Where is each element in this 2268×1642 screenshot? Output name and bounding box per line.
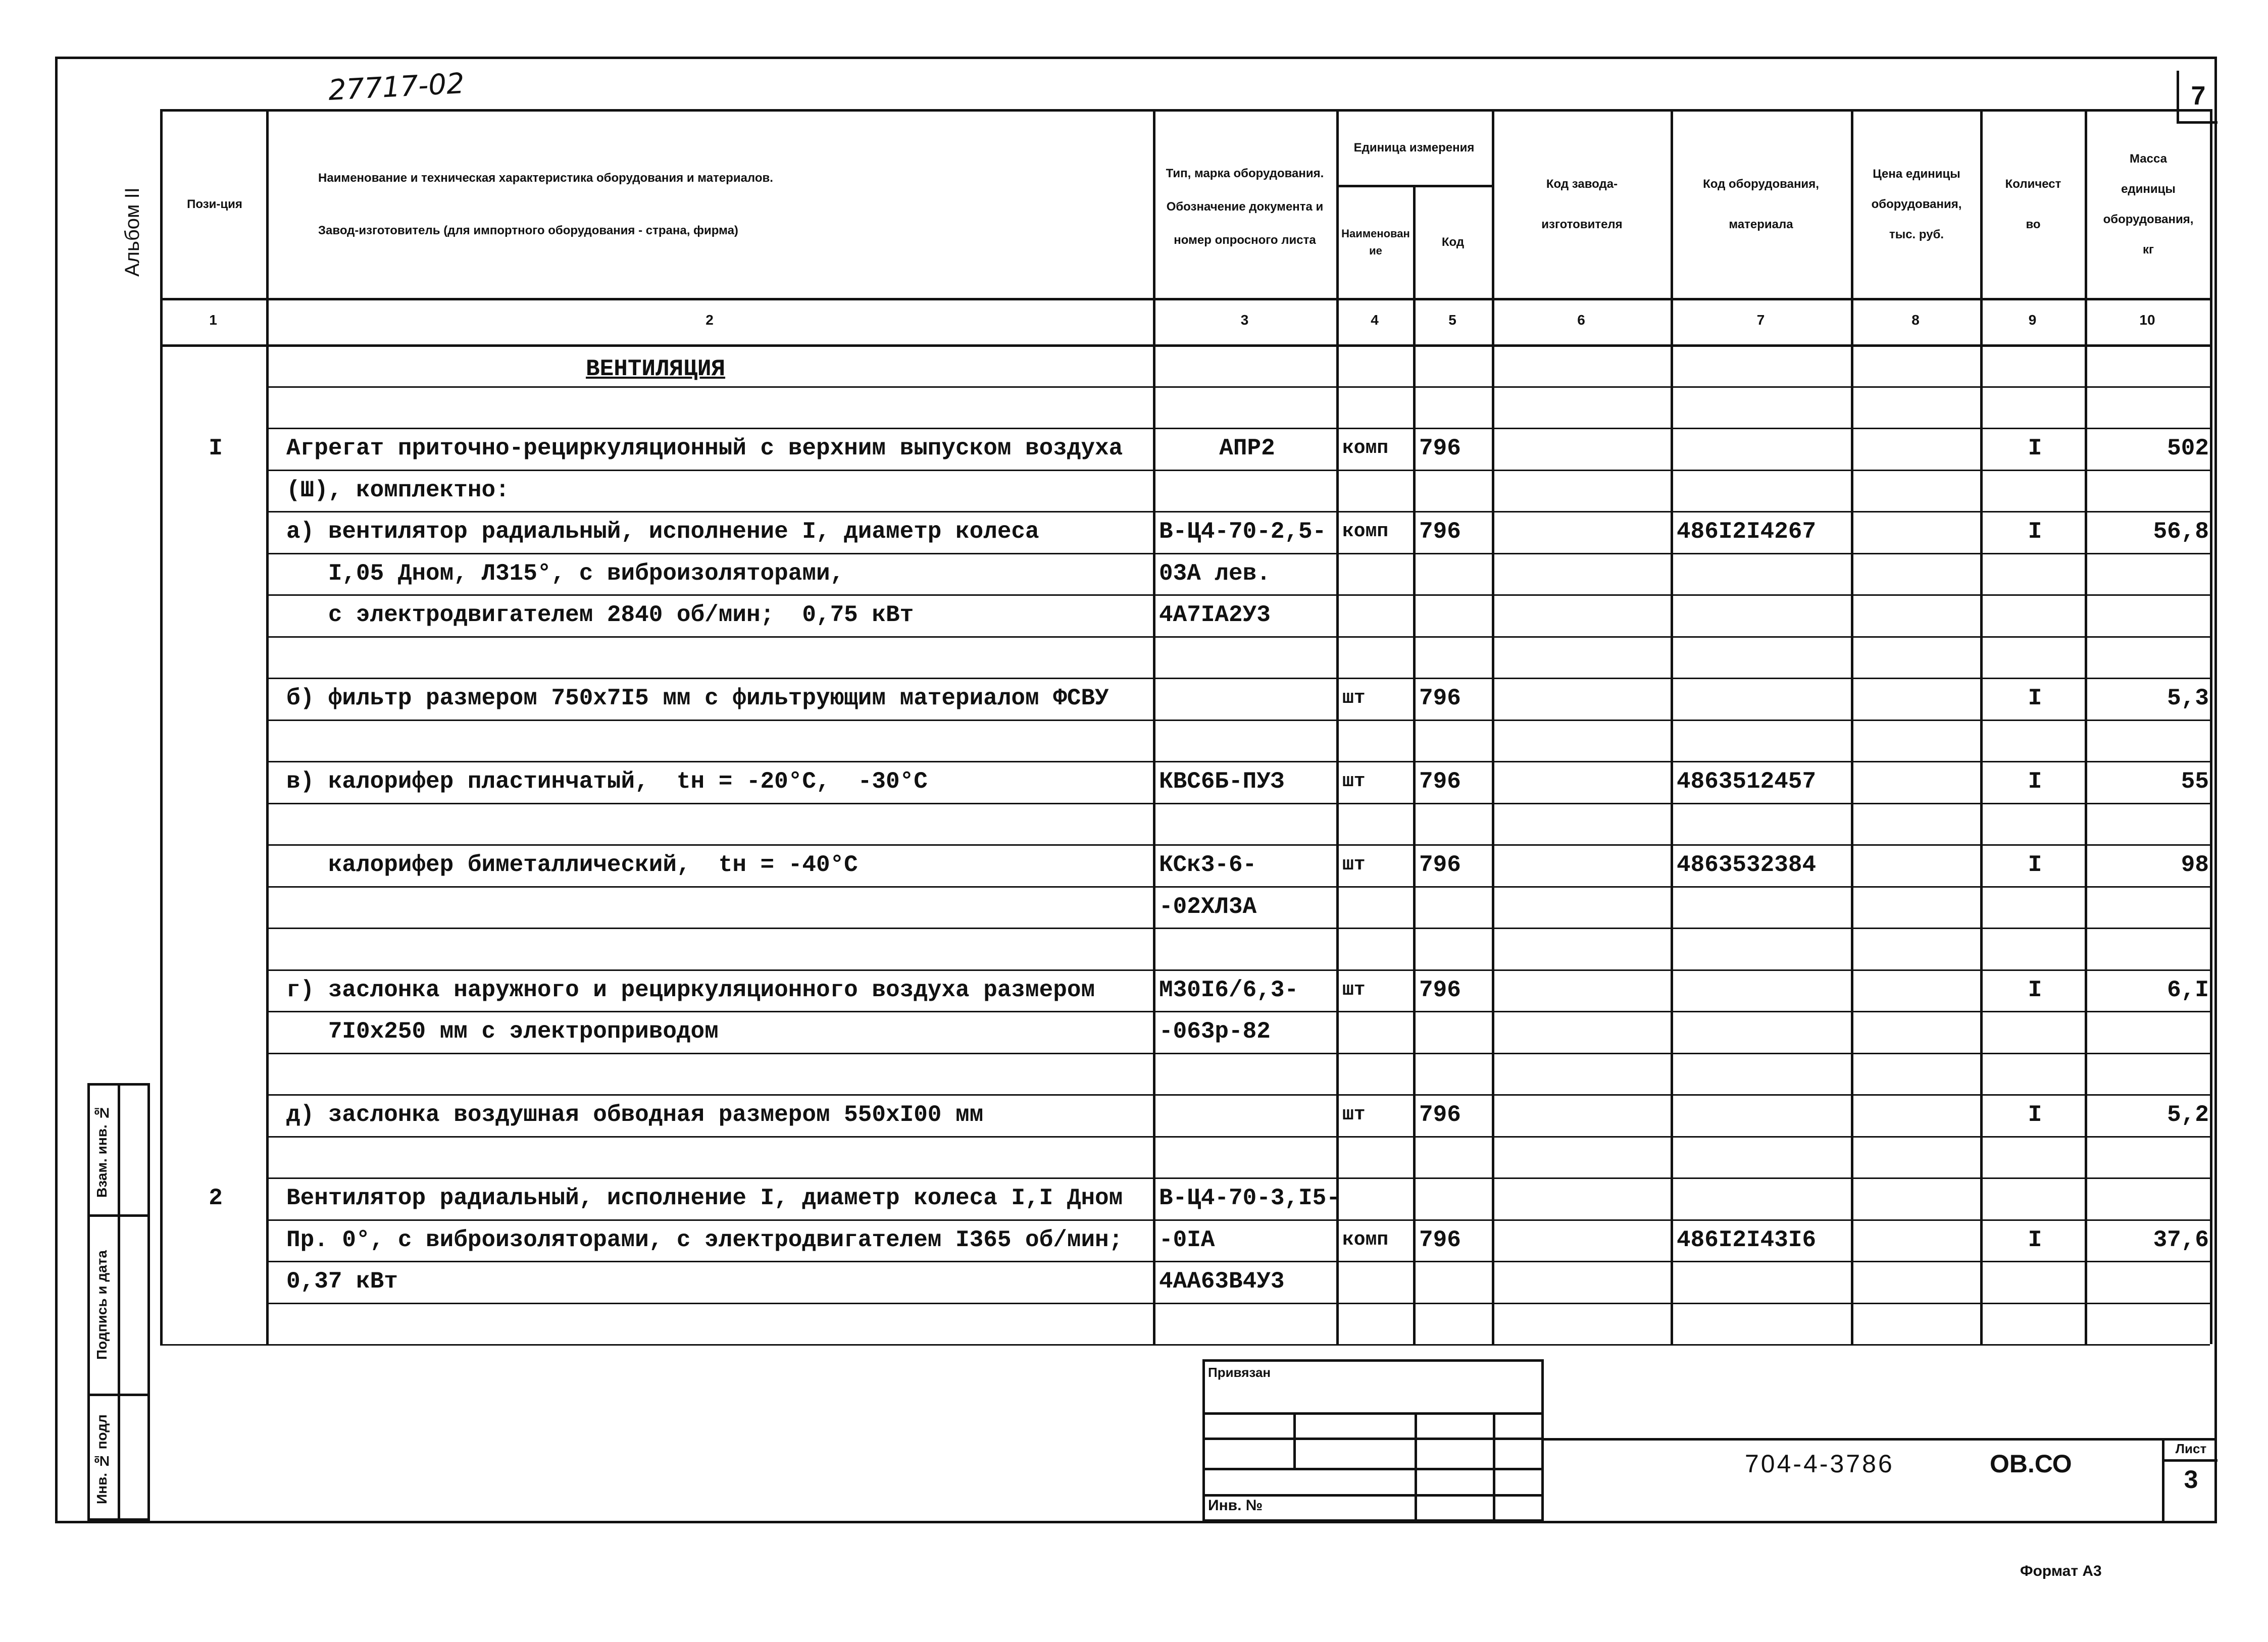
header-type: Тип, марка оборудования. Обозначение документа и номер опросного листа: [1166, 167, 1324, 247]
cell-mass: 37,6: [2153, 1226, 2209, 1253]
cell-name: г) заслонка наружного и рециркуляционного воздуха размером: [286, 977, 1095, 1003]
cell-unit-name: шт: [1342, 1104, 1366, 1125]
format-label: Формат А3: [2020, 1563, 2102, 1579]
cell-mass: 98: [2181, 852, 2209, 878]
cell-quantity: I: [2028, 977, 2042, 1003]
frame-right: [2214, 57, 2217, 1522]
cell-type: КСк3-6-: [1159, 852, 1257, 878]
cell-mass: 6,I: [2167, 977, 2209, 1003]
header-name-line1: Наименование и техническая характеристика оборудования и материалов.: [318, 171, 773, 185]
cell-type: 4А7IА2У3: [1159, 602, 1271, 628]
cell-equipment-code: 4863532384: [1677, 852, 1817, 878]
column-divider: [1413, 185, 1416, 1344]
row-divider: [266, 1136, 2210, 1138]
attached-vline: [1493, 1412, 1495, 1519]
header-unit-code: Код: [1441, 235, 1465, 249]
column-divider: [160, 109, 163, 1344]
cell-name: 7I0х250 мм с электроприводом: [286, 1018, 719, 1045]
row-divider: [266, 1303, 2210, 1304]
stamp-divider: [118, 1086, 120, 1520]
cell-unit-code: 796: [1419, 435, 1461, 461]
column-divider: [1492, 109, 1494, 1344]
row-divider: [266, 928, 2210, 929]
cell-mass: 55: [2181, 768, 2209, 795]
page-number: 7: [2191, 81, 2206, 111]
row-divider: [266, 720, 2210, 721]
header-bottom-border: [160, 298, 2210, 300]
attached-label: Привязан: [1208, 1365, 1271, 1380]
cell-unit-name: шт: [1342, 771, 1366, 792]
cell-unit-code: 796: [1419, 685, 1461, 711]
cell-name: с электродвигателем 2840 об/мин; 0,75 кВт: [286, 602, 914, 628]
frame-top: [55, 57, 2216, 59]
cell-name: а) вентилятор радиальный, исполнение I, диаметр колеса: [286, 519, 1039, 545]
column-number: 6: [1577, 312, 1585, 328]
document-mark: ОВ.СО: [1990, 1450, 2072, 1478]
left-stamp: [87, 1083, 150, 1521]
header-unit-group: Единица измерения: [1353, 141, 1475, 155]
header-factory-code: Код завода-изготовителя: [1541, 177, 1623, 231]
row-divider: [266, 386, 2210, 388]
cell-type: КВС6Б-ПУЗ: [1159, 768, 1285, 795]
cell-unit-code: 796: [1419, 519, 1461, 545]
cell-quantity: I: [2028, 852, 2042, 878]
cell-unit-code: 796: [1419, 768, 1461, 795]
column-divider: [1153, 109, 1155, 1344]
cell-mass: 5,2: [2167, 1102, 2209, 1128]
cell-name: д) заслонка воздушная обводная размером 550хI00 мм: [286, 1102, 984, 1128]
column-number: 8: [1911, 312, 1920, 328]
frame-left: [55, 57, 58, 1522]
column-divider: [266, 109, 269, 1344]
cell-name: б) фильтр размером 750х7I5 мм с фильтрующим материалом ФСВУ: [286, 685, 1109, 711]
handwritten-code: 27717-02: [327, 67, 466, 108]
inv-no-label: Инв. №: [1208, 1497, 1263, 1514]
code-block-top: [1544, 1438, 2215, 1441]
cell-type: 03А лев.: [1159, 560, 1271, 587]
cell-unit-name: шт: [1342, 979, 1366, 1001]
column-number: 3: [1240, 312, 1249, 328]
column-number: 1: [209, 312, 217, 328]
attached-vline: [1415, 1412, 1417, 1519]
header-unit-name: Наименование: [1341, 227, 1410, 257]
header-mass: Масса единицы оборудования, кг: [2103, 152, 2194, 256]
cell-mass: 56,8: [2153, 519, 2209, 545]
attached-vline: [1293, 1412, 1296, 1469]
column-number: 5: [1448, 312, 1456, 328]
cell-unit-name: комп: [1342, 437, 1389, 459]
cell-type: 4АА63В4У3: [1159, 1268, 1285, 1295]
cell-equipment-code: 4863512457: [1677, 768, 1817, 795]
cell-equipment-code: 486I2I4267: [1677, 519, 1817, 545]
header-position: Пози-ция: [187, 197, 242, 211]
cell-type: В-Ц4-70-2,5-: [1159, 519, 1327, 545]
cell-quantity: I: [2028, 435, 2042, 461]
attached-box: [1202, 1359, 1544, 1522]
frame-bottom: [55, 1521, 2217, 1523]
cell-name: (Ш), комплектно:: [286, 477, 510, 503]
header-price: Цена единицы оборудования, тыс. руб.: [1871, 167, 1962, 241]
attached-line: [1205, 1412, 1541, 1415]
cell-name: Вентилятор радиальный, исполнение I, диаметр колеса I,I Дном: [286, 1185, 1123, 1211]
column-number: 9: [2028, 312, 2037, 328]
attached-line: [1205, 1494, 1541, 1497]
cell-mass: 502: [2167, 435, 2209, 461]
cell-type: -0IА: [1159, 1226, 1215, 1253]
cell-equipment-code: 486I2I43I6: [1677, 1226, 1817, 1253]
row-divider: [266, 636, 2210, 638]
cell-unit-code: 796: [1419, 1102, 1461, 1128]
header-name: [273, 111, 1146, 298]
column-number: 10: [2139, 312, 2155, 328]
header-equipment-code: Код оборудования, материала: [1703, 177, 1819, 231]
row-divider: [266, 803, 2210, 804]
cell-name: I,05 Дном, Л315°, с виброизоляторами,: [286, 560, 844, 587]
cell-name: в) калорифер пластинчатый, tн = -20°С, -30°С: [286, 768, 928, 795]
column-number: 7: [1756, 312, 1765, 328]
cell-name: калорифер биметаллический, tн = -40°С: [286, 852, 858, 878]
cell-name: Агрегат приточно-рециркуляционный с верхним выпуском воздуха: [286, 435, 1123, 461]
cell-unit-name: шт: [1342, 854, 1366, 876]
cell-mass: 5,3: [2167, 685, 2209, 711]
cell-unit-code: 796: [1419, 977, 1461, 1003]
sheet-box: [2162, 1438, 2217, 1522]
cell-quantity: I: [2028, 519, 2042, 545]
sheet-value: 3: [2184, 1465, 2198, 1494]
cell-quantity: I: [2028, 685, 2042, 711]
row-divider: [266, 1053, 2210, 1054]
cell-type: АПР2: [1219, 435, 1275, 461]
cell-unit-code: 796: [1419, 852, 1461, 878]
cell-type: -02ХЛ3А: [1159, 893, 1257, 920]
cell-quantity: I: [2028, 1102, 2042, 1128]
cell-type: -063р-82: [1159, 1018, 1271, 1045]
attached-line: [1205, 1468, 1541, 1470]
cell-position: I: [209, 435, 223, 461]
cell-quantity: I: [2028, 1226, 2042, 1253]
album-label: Альбом II: [121, 187, 143, 277]
stamp-signature-date: Подпись и дата: [94, 1250, 110, 1360]
cell-position: 2: [209, 1185, 223, 1211]
document-code: 704-4-3786: [1745, 1450, 1894, 1478]
numbers-bottom-border: [160, 344, 2210, 347]
sheet-label: Лист: [2164, 1438, 2217, 1462]
column-number: 2: [705, 312, 714, 328]
stamp-original-inv: Инв. № подл: [94, 1414, 110, 1504]
cell-unit-name: комп: [1342, 1228, 1389, 1251]
row-divider: [160, 1344, 266, 1346]
column-number: 4: [1371, 312, 1379, 328]
header-name-line2: Завод-изготовитель (для импортного оборудования - страна, фирма): [318, 224, 738, 237]
cell-unit-code: 796: [1419, 1226, 1461, 1253]
cell-type: В-Ц4-70-3,I5-: [1159, 1185, 1340, 1211]
attached-line: [1205, 1438, 1541, 1440]
cell-type: М30I6/6,3-: [1159, 977, 1299, 1003]
cell-quantity: I: [2028, 768, 2042, 795]
column-divider: [2210, 109, 2212, 1344]
row-divider: [266, 1344, 2210, 1346]
cell-unit-name: комп: [1342, 521, 1389, 542]
header-quantity: Количество: [2005, 177, 2061, 231]
cell-unit-name: шт: [1342, 687, 1366, 709]
section-title: ВЕНТИЛЯЦИЯ: [586, 356, 726, 382]
cell-name: Пр. 0°, с виброизоляторами, с электродвигателем I365 об/мин;: [286, 1226, 1123, 1253]
stamp-replacement-inv: Взам. инв. №: [94, 1105, 110, 1198]
cell-name: 0,37 кВт: [286, 1268, 398, 1295]
